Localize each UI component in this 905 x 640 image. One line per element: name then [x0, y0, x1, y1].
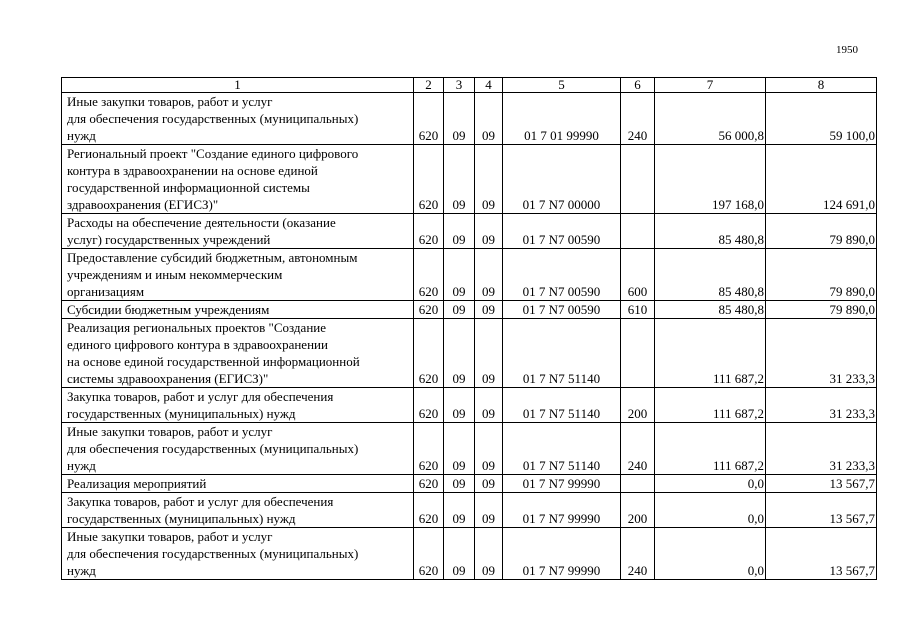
row-target-article-code: 01 7 N7 00590	[503, 214, 621, 249]
table-row	[62, 145, 877, 214]
table-header-row	[62, 78, 877, 93]
row-name	[62, 475, 414, 493]
row-name-line: государственных (муниципальных) нужд	[67, 406, 296, 421]
row-ved-code: 620	[414, 388, 444, 423]
header-col-7: 7	[655, 78, 766, 93]
row-ved-code: 620	[414, 493, 444, 528]
row-ved-code: 620	[414, 145, 444, 214]
table-row	[62, 475, 877, 493]
row-expense-type-code	[621, 475, 655, 493]
row-expense-type-code	[621, 319, 655, 388]
row-expense-type-code: 610	[621, 301, 655, 319]
row-name	[62, 249, 414, 301]
row-name-line: Иные закупки товаров, работ и услуг	[67, 424, 273, 439]
row-name-line: для обеспечения государственных (муниципальных)	[67, 546, 359, 561]
row-section-code: 09	[444, 93, 475, 145]
row-amount-col8: 31 233,3	[766, 423, 877, 475]
row-target-article-code: 01 7 N7 51140	[503, 388, 621, 423]
row-ved-code: 620	[414, 93, 444, 145]
table-row	[62, 93, 877, 145]
row-name-line: Расходы на обеспечение деятельности (оказание	[67, 215, 336, 230]
row-expense-type-code	[621, 214, 655, 249]
row-amount-col7: 111 687,2	[655, 423, 766, 475]
row-ved-code: 620	[414, 319, 444, 388]
row-name-line: Региональный проект "Создание единого цифрового	[67, 146, 359, 161]
row-ved-code: 620	[414, 475, 444, 493]
header-col-6: 6	[621, 78, 655, 93]
row-target-article-code: 01 7 N7 99990	[503, 493, 621, 528]
row-name	[62, 388, 414, 423]
row-expense-type-code: 240	[621, 423, 655, 475]
row-amount-col7: 85 480,8	[655, 214, 766, 249]
row-amount-col8: 13 567,7	[766, 475, 877, 493]
row-amount-col8: 31 233,3	[766, 319, 877, 388]
row-target-article-code: 01 7 N7 51140	[503, 423, 621, 475]
row-subsection-code: 09	[475, 93, 503, 145]
row-ved-code: 620	[414, 214, 444, 249]
row-ved-code: 620	[414, 528, 444, 580]
row-section-code: 09	[444, 145, 475, 214]
row-name-line: государственных (муниципальных) нужд	[67, 511, 296, 526]
row-expense-type-code: 200	[621, 388, 655, 423]
row-section-code: 09	[444, 301, 475, 319]
row-name-line: государственной информационной системы	[67, 180, 310, 195]
row-expense-type-code: 200	[621, 493, 655, 528]
row-name-line: для обеспечения государственных (муниципальных)	[67, 111, 359, 126]
row-name	[62, 319, 414, 388]
row-amount-col8: 59 100,0	[766, 93, 877, 145]
row-name	[62, 423, 414, 475]
row-section-code: 09	[444, 319, 475, 388]
row-amount-col7: 0,0	[655, 493, 766, 528]
row-name-line: нужд	[67, 458, 96, 473]
table-row	[62, 319, 877, 388]
row-name-line: Закупка товаров, работ и услуг для обеспечения	[67, 389, 334, 404]
row-name	[62, 301, 414, 319]
row-section-code: 09	[444, 493, 475, 528]
row-subsection-code: 09	[475, 319, 503, 388]
table-row	[62, 528, 877, 580]
row-name-line: на основе единой государственной информационной	[67, 354, 360, 369]
row-name-line: системы здравоохранения (ЕГИСЗ)"	[67, 371, 269, 386]
row-subsection-code: 09	[475, 493, 503, 528]
row-name-line: Субсидии бюджетным учреждениям	[67, 302, 270, 317]
row-amount-col8: 13 567,7	[766, 528, 877, 580]
row-expense-type-code: 600	[621, 249, 655, 301]
row-amount-col8: 31 233,3	[766, 388, 877, 423]
row-amount-col7: 85 480,8	[655, 249, 766, 301]
row-name-line: Предоставление субсидий бюджетным, автономным	[67, 250, 358, 265]
row-target-article-code: 01 7 N7 99990	[503, 528, 621, 580]
row-amount-col7: 111 687,2	[655, 319, 766, 388]
row-amount-col8: 79 890,0	[766, 249, 877, 301]
row-target-article-code: 01 7 N7 00590	[503, 301, 621, 319]
table-row	[62, 493, 877, 528]
table-row	[62, 423, 877, 475]
row-name-line: здравоохранения (ЕГИСЗ)"	[67, 197, 219, 212]
row-subsection-code: 09	[475, 475, 503, 493]
row-expense-type-code	[621, 145, 655, 214]
table-row	[62, 388, 877, 423]
row-amount-col8: 79 890,0	[766, 214, 877, 249]
row-section-code: 09	[444, 475, 475, 493]
row-ved-code: 620	[414, 423, 444, 475]
row-amount-col7: 85 480,8	[655, 301, 766, 319]
row-name	[62, 493, 414, 528]
row-target-article-code: 01 7 N7 00000	[503, 145, 621, 214]
row-name-line: организациям	[67, 284, 145, 299]
row-amount-col8: 124 691,0	[766, 145, 877, 214]
header-col-3: 3	[444, 78, 475, 93]
row-name	[62, 145, 414, 214]
row-target-article-code: 01 7 N7 00590	[503, 249, 621, 301]
row-ved-code: 620	[414, 301, 444, 319]
header-col-8: 8	[766, 78, 877, 93]
row-subsection-code: 09	[475, 388, 503, 423]
row-section-code: 09	[444, 528, 475, 580]
row-name-line: единого цифрового контура в здравоохранении	[67, 337, 328, 352]
header-col-2: 2	[414, 78, 444, 93]
row-name	[62, 528, 414, 580]
row-name-line: Иные закупки товаров, работ и услуг	[67, 529, 273, 544]
row-subsection-code: 09	[475, 214, 503, 249]
row-name-line: нужд	[67, 128, 96, 143]
header-col-1: 1	[62, 78, 414, 93]
row-subsection-code: 09	[475, 249, 503, 301]
header-col-5: 5	[503, 78, 621, 93]
row-amount-col8: 13 567,7	[766, 493, 877, 528]
row-name-line: учреждениям и иным некоммерческим	[67, 267, 283, 282]
row-name	[62, 93, 414, 145]
row-target-article-code: 01 7 N7 51140	[503, 319, 621, 388]
row-name-line: нужд	[67, 563, 96, 578]
row-subsection-code: 09	[475, 301, 503, 319]
row-amount-col8: 79 890,0	[766, 301, 877, 319]
row-name-line: Реализация мероприятий	[67, 476, 207, 491]
row-expense-type-code: 240	[621, 93, 655, 145]
row-amount-col7: 0,0	[655, 475, 766, 493]
row-expense-type-code: 240	[621, 528, 655, 580]
row-name-line: услуг) государственных учреждений	[67, 232, 271, 247]
row-name-line: Реализация региональных проектов "Создание	[67, 320, 326, 335]
row-amount-col7: 111 687,2	[655, 388, 766, 423]
row-section-code: 09	[444, 214, 475, 249]
row-section-code: 09	[444, 388, 475, 423]
row-ved-code: 620	[414, 249, 444, 301]
row-target-article-code: 01 7 01 99990	[503, 93, 621, 145]
row-amount-col7: 197 168,0	[655, 145, 766, 214]
header-col-4: 4	[475, 78, 503, 93]
row-name-line: для обеспечения государственных (муниципальных)	[67, 441, 359, 456]
row-target-article-code: 01 7 N7 99990	[503, 475, 621, 493]
row-subsection-code: 09	[475, 145, 503, 214]
row-subsection-code: 09	[475, 528, 503, 580]
row-name	[62, 214, 414, 249]
table-row	[62, 301, 877, 319]
row-name-line: Закупка товаров, работ и услуг для обеспечения	[67, 494, 334, 509]
budget-table	[61, 77, 877, 580]
table-row	[62, 214, 877, 249]
row-amount-col7: 56 000,8	[655, 93, 766, 145]
table-row	[62, 249, 877, 301]
page-number: 1950	[836, 44, 858, 56]
row-section-code: 09	[444, 423, 475, 475]
row-subsection-code: 09	[475, 423, 503, 475]
row-amount-col7: 0,0	[655, 528, 766, 580]
row-name-line: Иные закупки товаров, работ и услуг	[67, 94, 273, 109]
row-name-line: контура в здравоохранении на основе единой	[67, 163, 318, 178]
row-section-code: 09	[444, 249, 475, 301]
